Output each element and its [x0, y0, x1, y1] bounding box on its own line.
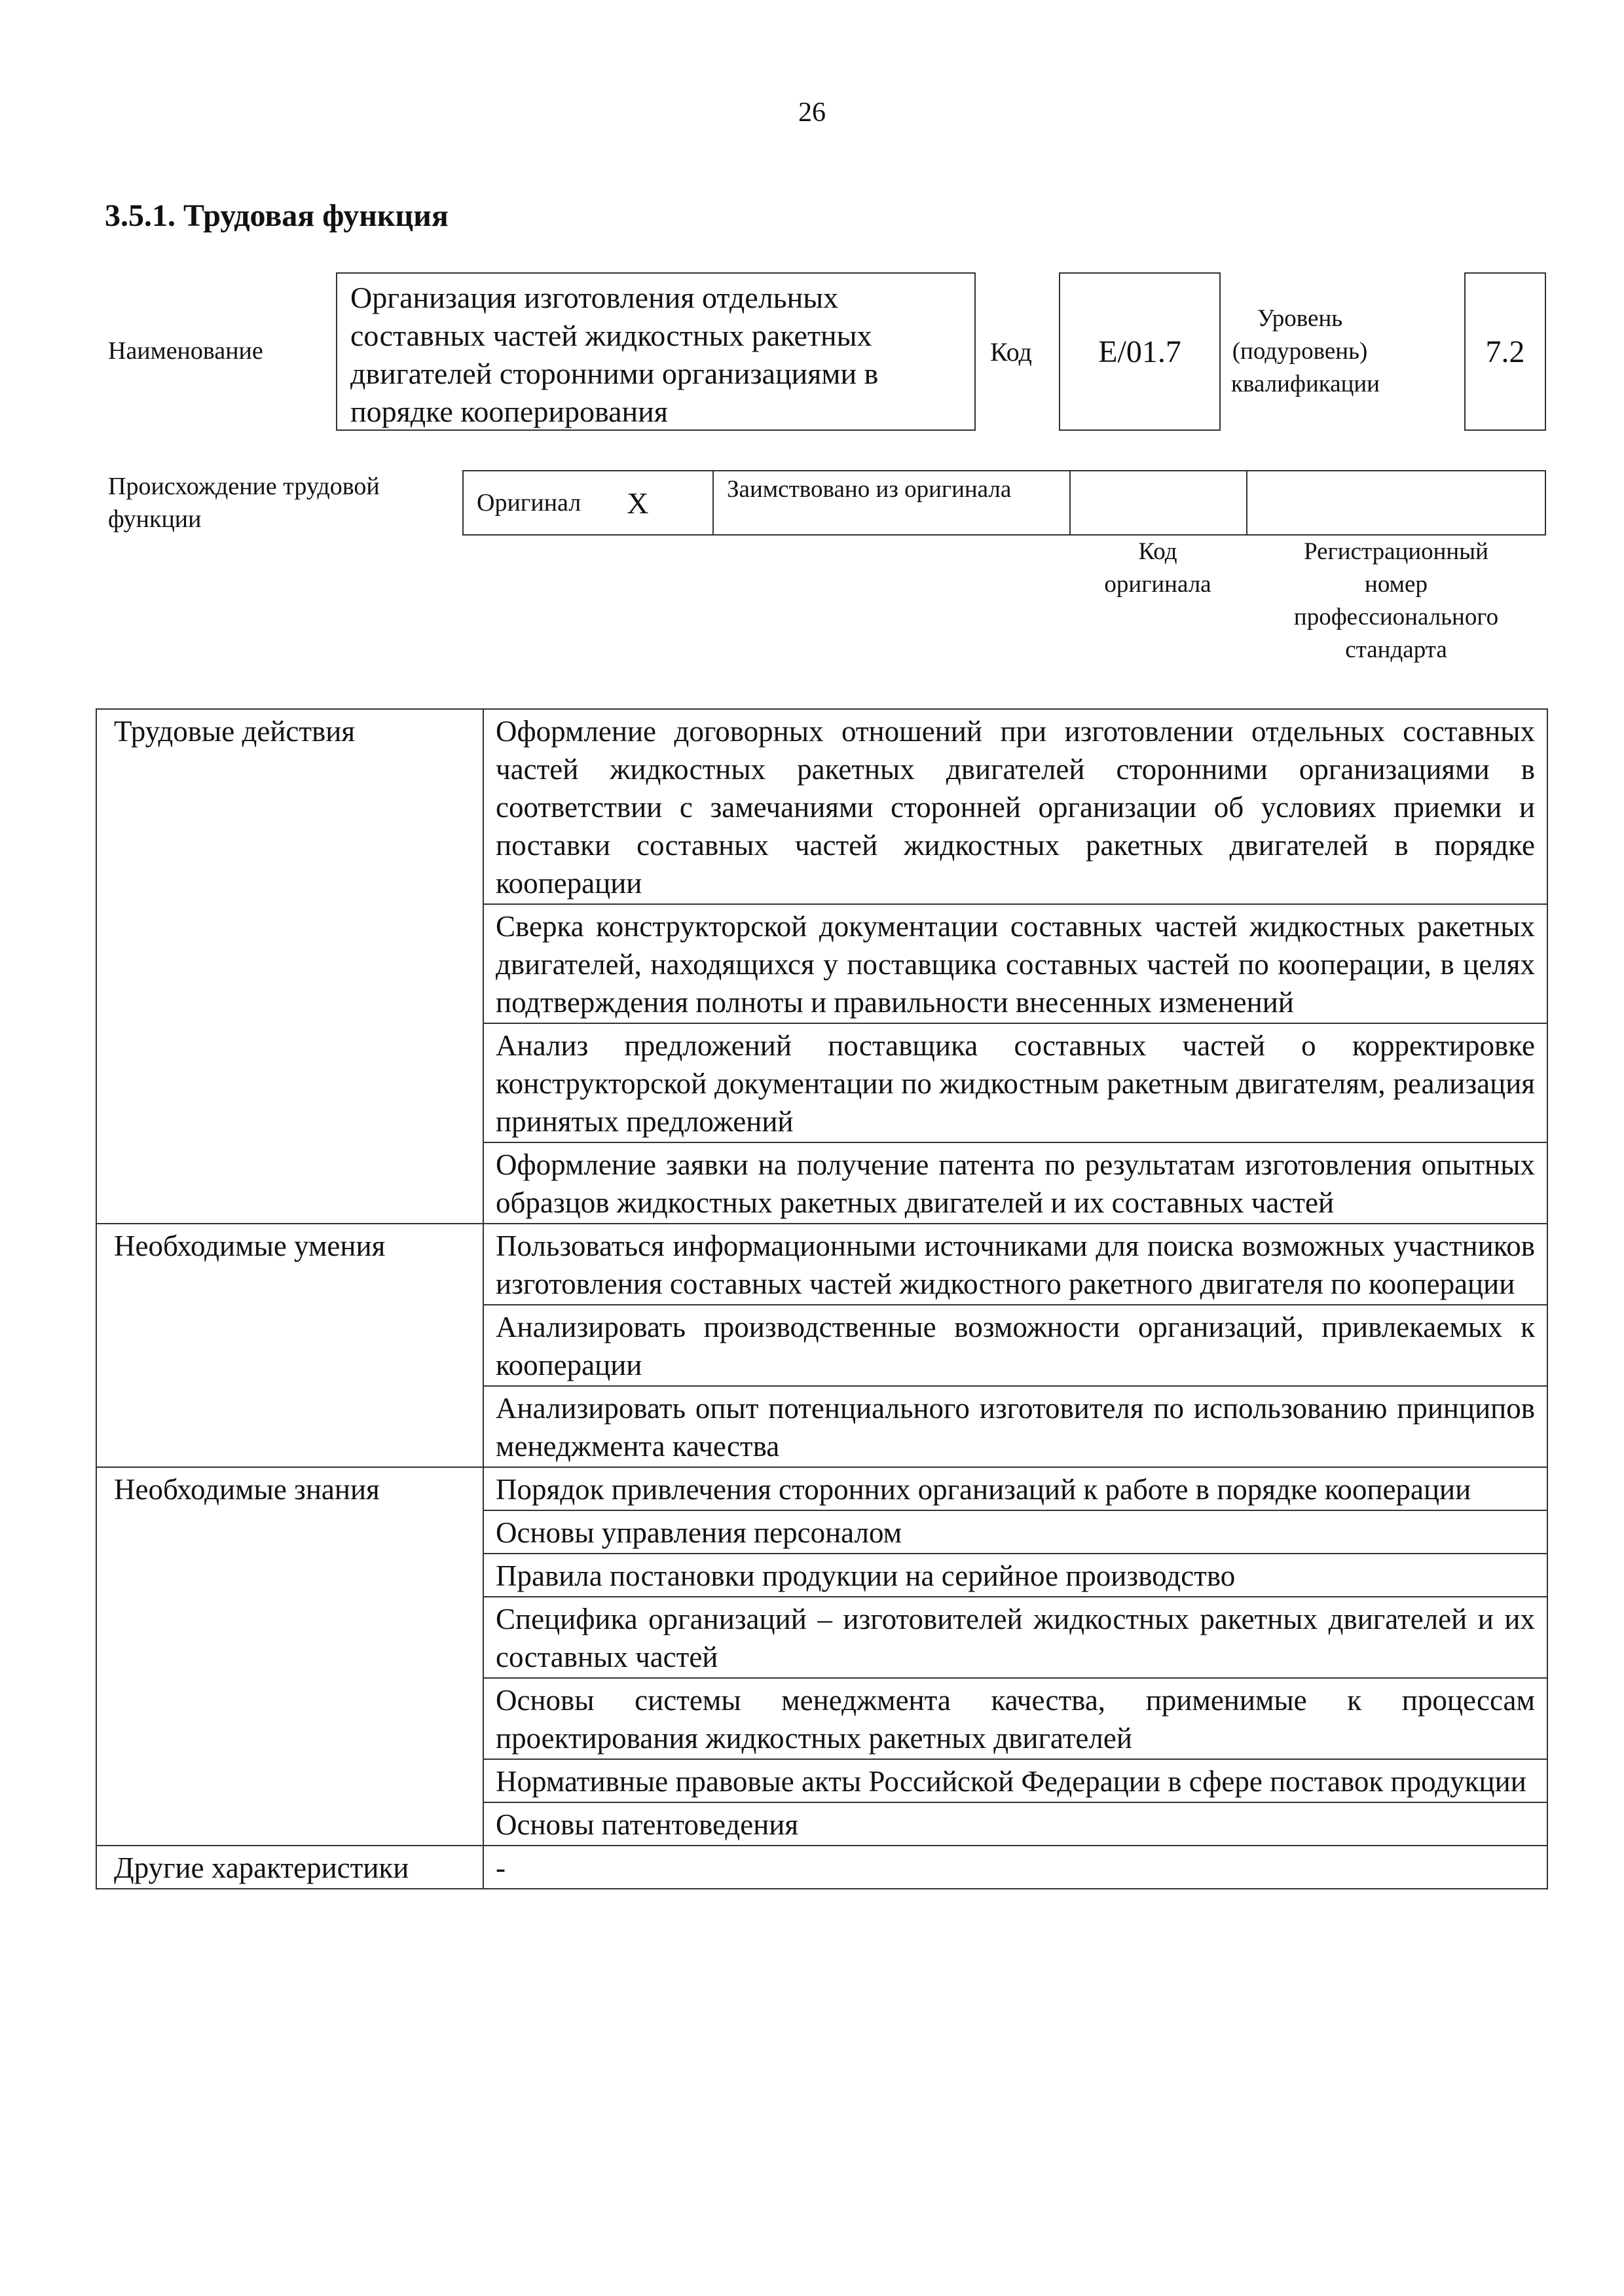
function-code-box: E/01.7: [1059, 272, 1221, 431]
labor-actions-label: Трудовые действия: [96, 709, 483, 1224]
knowledge-item: Правила постановки продукции на серийное производство: [483, 1554, 1547, 1597]
knowledge-item: Нормативные правовые акты Российской Федерации в сфере поставок продукции: [483, 1759, 1547, 1802]
name-label: Наименование: [108, 337, 263, 365]
registration-number-cell: [1246, 471, 1546, 534]
knowledge-item: Основы системы менеджмента качества, применимые к процессам проектирования жидкостных ракетных двигателей: [483, 1678, 1547, 1759]
labor-function-table: [96, 708, 1548, 1889]
original-cell: [462, 471, 712, 534]
level-label-line-2: (подуровень): [1232, 338, 1368, 365]
skills-label: Необходимые умения: [96, 1224, 483, 1467]
origin-label: Происхождение трудовой функции: [108, 473, 380, 533]
table-row: [96, 1846, 1547, 1889]
reg-caption-line-1: Регистрационный: [1304, 538, 1488, 565]
labor-action-item: Оформление договорных отношений при изготовлении отдельных составных частей жидкостных ракетных двигателей сторонними организациями в соответствии с замечаниями сторонней организации об условиях приемки и поставки составных частей жидкостных ракетных двигателей в порядке кооперации: [483, 709, 1547, 904]
labor-action-item: Сверка конструкторской документации составных частей жидкостных ракетных двигателей, находящихся у поставщика составных частей по кооперации, в целях подтверждения полноты и правильности внесенных изменений: [483, 904, 1547, 1023]
labor-action-item: Анализ предложений поставщика составных частей о корректировке конструкторской документации по жидкостным ракетным двигателям, реализация принятых предложений: [483, 1023, 1547, 1142]
original-label: Оригинал: [477, 489, 581, 517]
code-label: Код: [990, 337, 1032, 367]
original-mark: X: [627, 486, 649, 520]
code-caption-line-2: оригинала: [1104, 571, 1211, 598]
reg-caption-line-3: профессионального: [1293, 604, 1499, 630]
knowledge-item: Основы патентоведения: [483, 1802, 1547, 1846]
borrowed-cell: Заимствовано из оригинала: [712, 471, 1069, 534]
qualification-level-box: 7.2: [1464, 272, 1546, 431]
skill-item: Анализировать производственные возможности организаций, привлекаемых к кооперации: [483, 1305, 1547, 1386]
registration-number-caption: [1246, 536, 1546, 666]
qualification-level-label: [1231, 302, 1380, 401]
knowledge-item: Специфика организаций – изготовителей жидкостных ракетных двигателей и их составных частей: [483, 1597, 1547, 1678]
origin-row: [462, 470, 1546, 536]
reg-caption-line-2: номер: [1365, 571, 1428, 598]
other-characteristics-label: Другие характеристики: [96, 1846, 483, 1889]
knowledge-item: Основы управления персоналом: [483, 1510, 1547, 1554]
reg-caption-line-4: стандарта: [1345, 636, 1447, 663]
level-label-line-3: квалификации: [1231, 371, 1380, 397]
skill-item: Пользоваться информационными источниками для поиска возможных участников изготовления составных частей жидкостного ракетного двигателя по кооперации: [483, 1224, 1547, 1305]
code-caption-line-1: Код: [1138, 538, 1177, 565]
function-name-box: Организация изготовления отдельных составных частей жидкостных ракетных двигателей сторонними организациями в порядке кооперирования: [336, 272, 976, 431]
table-row: [96, 709, 1547, 904]
original-code-caption: [1069, 536, 1246, 601]
skill-item: Анализировать опыт потенциального изготовителя по использованию принципов менеджмента качества: [483, 1386, 1547, 1467]
knowledge-item: Порядок привлечения сторонних организаций к работе в порядке кооперации: [483, 1467, 1547, 1510]
other-characteristics-value: -: [483, 1846, 1547, 1889]
labor-action-item: Оформление заявки на получение патента по результатам изготовления опытных образцов жидкостных ракетных двигателей и их составных частей: [483, 1142, 1547, 1224]
level-label-line-1: Уровень: [1257, 305, 1343, 332]
table-row: [96, 1224, 1547, 1305]
section-title: 3.5.1. Трудовая функция: [105, 198, 449, 233]
table-row: [96, 1467, 1547, 1510]
original-code-cell: [1069, 471, 1246, 534]
page-number: 26: [798, 98, 826, 128]
knowledge-label: Необходимые знания: [96, 1467, 483, 1846]
